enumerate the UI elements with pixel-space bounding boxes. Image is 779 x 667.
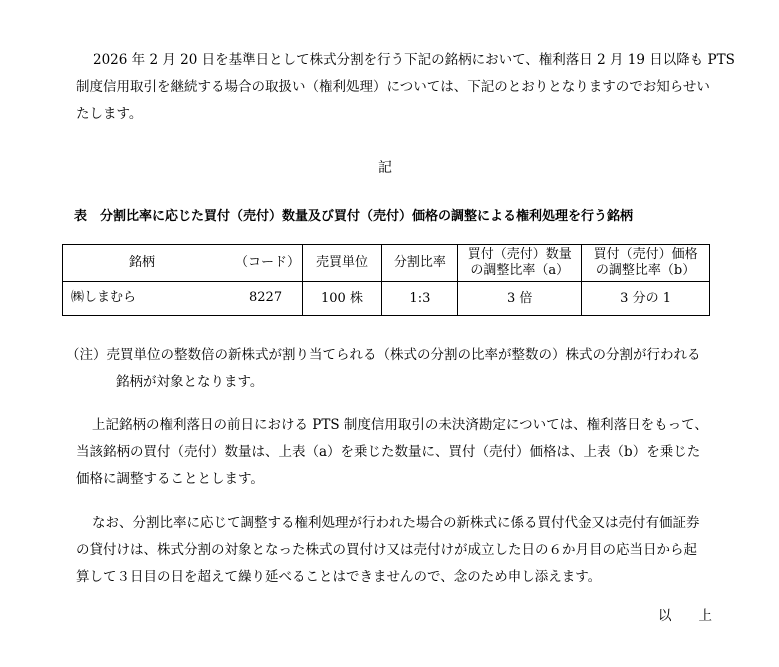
table-header-row xyxy=(63,245,710,282)
note-line-2: 銘柄が対象となります。 xyxy=(116,374,264,390)
intro-line-3: たします。 xyxy=(76,106,143,122)
header-brand-code xyxy=(63,245,303,282)
intro-line-2: 制度信用取引を継続する場合の取扱い（権利処理）については、下記のとおりとなりますのでお知らせい xyxy=(76,79,710,95)
cell-brand: ㈱しまむら xyxy=(71,290,137,305)
brand-table xyxy=(62,244,710,316)
header-unit: 売買単位 xyxy=(302,245,382,282)
cell-qty: 3 倍 xyxy=(458,282,582,316)
header-code: （コード） xyxy=(235,255,301,270)
header-price-line-2: の調整比率（b） xyxy=(595,263,696,278)
header-qty-line-2: の調整比率（a） xyxy=(470,263,570,278)
note-line-1: （注）売買単位の整数倍の新株式が割り当てられる（株式の分割の比率が整数の）株式の分割が行われる xyxy=(66,347,701,363)
header-ratio: 分割比率 xyxy=(382,245,458,282)
para2-line-1: 上記銘柄の権利落日の前日における PTS 制度信用取引の未決済勘定については、権利落日をもって、 xyxy=(92,417,708,433)
para2-line-2: 当該銘柄の買付（売付）数量は、上表（a）を乗じた数量に、買付（売付）価格は、上表（b）を乗じた xyxy=(76,444,701,460)
cell-unit: 100 株 xyxy=(302,282,382,316)
para3-line-3: 算して３日目の日を超えて繰り延べることはできませんので、念のため申し添えます。 xyxy=(76,569,602,585)
header-brand: 銘柄 xyxy=(129,255,156,270)
cell-code: 8227 xyxy=(249,290,283,305)
header-price xyxy=(582,245,710,282)
cell-ratio: 1:3 xyxy=(382,282,458,316)
table-row xyxy=(63,282,710,316)
header-price-line-1: 買付（売付）価格 xyxy=(593,247,698,262)
cell-brand-code xyxy=(63,282,303,316)
header-qty xyxy=(458,245,582,282)
header-qty-line-1: 買付（売付）数量 xyxy=(467,247,572,262)
intro-line-1: 2026 年 2 月 20 日を基準日として株式分割を行う下記の銘柄において、権利落日 2 月 19 日以降も PTS xyxy=(93,52,735,68)
para3-line-2: の貸付けは、株式分割の対象となった株式の買付け又は売付けが成立した日の６か月目の応当日から起 xyxy=(76,542,697,558)
para2-line-3: 価格に調整することとします。 xyxy=(76,471,264,487)
para3-line-1: なお、分割比率に応じて調整する権利処理が行われた場合の新株式に係る買付代金又は売付有価証券 xyxy=(92,515,700,531)
table-title: 表 分割比率に応じた買付（売付）数量及び買付（売付）価格の調整による権利処理を行う銘柄 xyxy=(74,209,634,224)
cell-price: 3 分の 1 xyxy=(582,282,710,316)
closing-mark: 以 上 xyxy=(658,608,712,624)
ki-heading: 記 xyxy=(378,160,392,176)
